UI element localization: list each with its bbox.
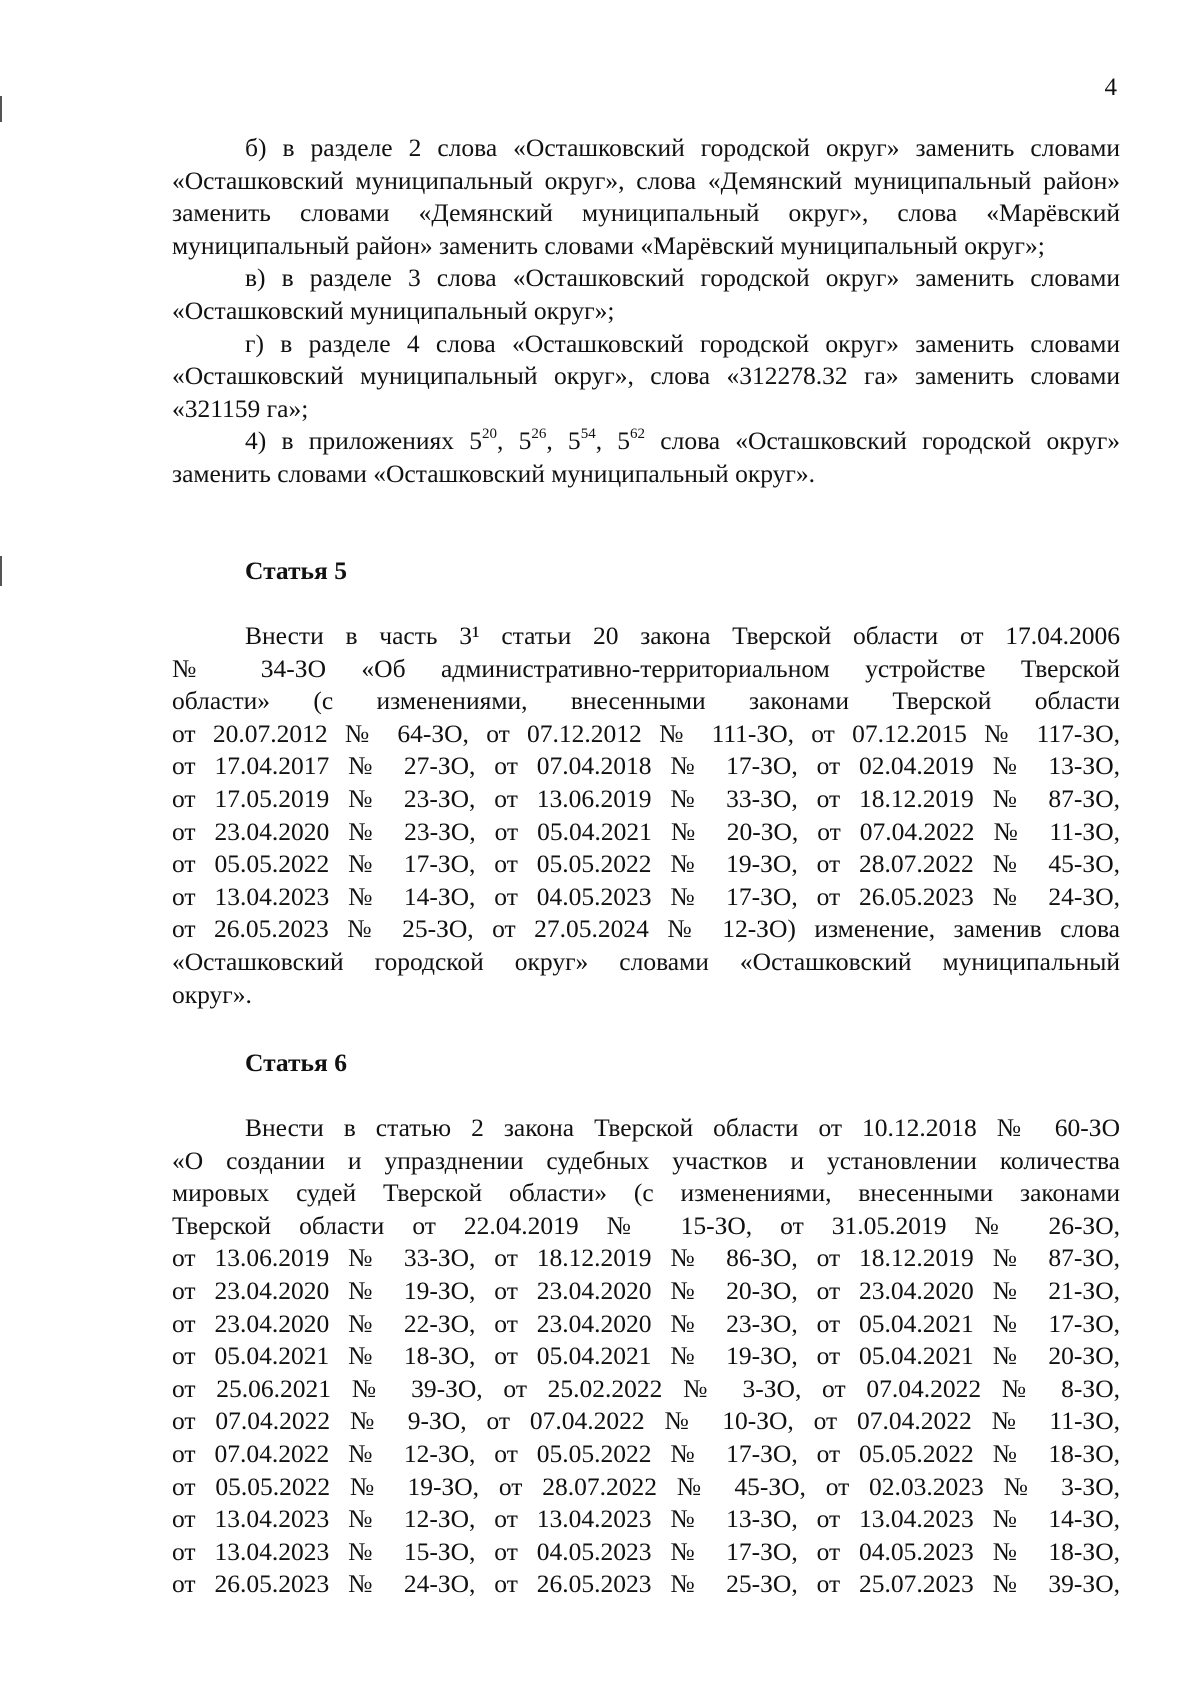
article-5-line: от 17.05.2019 № 23-ЗО, от 13.06.2019 № 33-ЗО, от 18.12.2019 № 87-ЗО,: [172, 783, 1120, 813]
item-4-separator: , 5: [546, 426, 581, 456]
article-5-line: от 23.04.2020 № 23-ЗО, от 05.04.2021 № 20-ЗО, от 07.04.2022 № 11-ЗО,: [172, 816, 1120, 846]
article-6-line: от 23.04.2020 № 22-ЗО, от 23.04.2020 № 23-ЗО, от 05.04.2021 № 17-ЗО,: [172, 1308, 1120, 1338]
article-6-line: мировых судей Тверской области» (с изменениями, внесенными законами: [172, 1178, 1120, 1208]
scan-edge-mark: [0, 96, 2, 122]
scan-edge-mark: [0, 556, 2, 586]
item-4-paragraph: [172, 425, 1120, 490]
article-5-title: Статья 5: [245, 556, 347, 585]
article-5-line: от 17.04.2017 № 27-ЗО, от 07.04.2018 № 17-ЗО, от 02.04.2019 № 13-ЗО,: [172, 751, 1120, 781]
article-6-line: от 05.04.2021 № 18-ЗО, от 05.04.2021 № 19-ЗО, от 05.04.2021 № 20-ЗО,: [172, 1341, 1120, 1371]
superscript: 62: [630, 426, 646, 443]
item-v-paragraph: в) в разделе 3 слова «Осташковский городской округ» заменить словами «Осташковский муниципальный округ»;: [172, 263, 1120, 325]
article-6-line: от 26.05.2023 № 24-ЗО, от 26.05.2023 № 25-ЗО, от 25.07.2023 № 39-ЗО,: [172, 1569, 1120, 1599]
page-number: 4: [1104, 74, 1117, 101]
superscript: 26: [531, 426, 547, 443]
article-6-line: от 05.05.2022 № 19-ЗО, от 28.07.2022 № 45-ЗО, от 02.03.2023 № 3-ЗО,: [172, 1471, 1120, 1501]
article-5-line: от 05.05.2022 № 17-ЗО, от 05.05.2022 № 19-ЗО, от 28.07.2022 № 45-ЗО,: [172, 849, 1120, 879]
article-5-body: [172, 620, 1120, 1011]
item-4-rest: слова «Осташковский городской округ» заменить словами «Осташковский муниципальный округ».: [172, 426, 1121, 488]
amendment-items: [172, 132, 1120, 491]
article-6-line: от 07.04.2022 № 12-ЗО, от 05.05.2022 № 17-ЗО, от 05.05.2022 № 18-ЗО,: [172, 1438, 1120, 1468]
superscript: 54: [580, 426, 596, 443]
article-5-line: № 34-ЗО «Об административно-территориальном устройстве Тверской: [172, 653, 1120, 683]
article-5-line: округ».: [172, 979, 252, 1009]
article-5-line: Внести в часть 3¹ статьи 20 закона Тверской области от 17.04.2006: [245, 621, 1120, 650]
item-4-separator: , 5: [496, 426, 532, 456]
item-g-paragraph: г) в разделе 4 слова «Осташковский городской округ» заменить словами «Осташковский муниципальный округ», слова «312278.32 га» заменить словами «321159 га»;: [172, 328, 1120, 423]
article-6-line: от 13.04.2023 № 15-ЗО, от 04.05.2023 № 17-ЗО, от 04.05.2023 № 18-ЗО,: [172, 1536, 1120, 1566]
article-6-line: Внести в статью 2 закона Тверской области от 10.12.2018 № 60-ЗО: [245, 1113, 1120, 1142]
article-5-line: от 13.04.2023 № 14-ЗО, от 04.05.2023 № 17-ЗО, от 26.05.2023 № 24-ЗО,: [172, 881, 1120, 911]
item-4-separator: , 5: [595, 426, 631, 456]
article-6-line: Тверской области от 22.04.2019 № 15-ЗО, от 31.05.2019 № 26-ЗО,: [172, 1210, 1120, 1240]
article-6-line: от 23.04.2020 № 19-ЗО, от 23.04.2020 № 20-ЗО, от 23.04.2020 № 21-ЗО,: [172, 1275, 1120, 1305]
article-6-line: от 13.06.2019 № 33-ЗО, от 18.12.2019 № 86-ЗО, от 18.12.2019 № 87-ЗО,: [172, 1243, 1120, 1273]
article-5-line: «Осташковский городской округ» словами «Осташковский муниципальный: [172, 946, 1120, 976]
article-5-line: от 26.05.2023 № 25-ЗО, от 27.05.2024 № 12-ЗО) изменение, заменив слова: [172, 914, 1120, 944]
article-6-line: «О создании и упразднении судебных участков и установлении количества: [172, 1145, 1120, 1175]
superscript: 20: [481, 426, 497, 443]
item-4-prefix: 4) в приложениях 5: [245, 426, 482, 456]
article-6-line: от 25.06.2021 № 39-ЗО, от 25.02.2022 № 3-ЗО, от 07.04.2022 № 8-ЗО,: [172, 1373, 1120, 1403]
article-5-line: области» (с изменениями, внесенными законами Тверской области: [172, 686, 1120, 716]
item-b-paragraph: б) в разделе 2 слова «Осташковский городской округ» заменить словами «Осташковский муниципальный округ», слова «Демянский муниципальный район» заменить словами «Демянский муниципальный округ», слова «Марёвский муниципальный район» заменить словами «Марёвский муниципальный округ»;: [172, 133, 1120, 260]
article-6-body: [172, 1112, 1120, 1601]
article-6-title: Статья 6: [245, 1048, 347, 1077]
article-5-line: от 20.07.2012 № 64-ЗО, от 07.12.2012 № 111-ЗО, от 07.12.2015 № 117-ЗО,: [172, 718, 1120, 748]
article-6-line: от 07.04.2022 № 9-ЗО, от 07.04.2022 № 10-ЗО, от 07.04.2022 № 11-ЗО,: [172, 1406, 1120, 1436]
article-6-line: от 13.04.2023 № 12-ЗО, от 13.04.2023 № 13-ЗО, от 13.04.2023 № 14-ЗО,: [172, 1504, 1120, 1534]
